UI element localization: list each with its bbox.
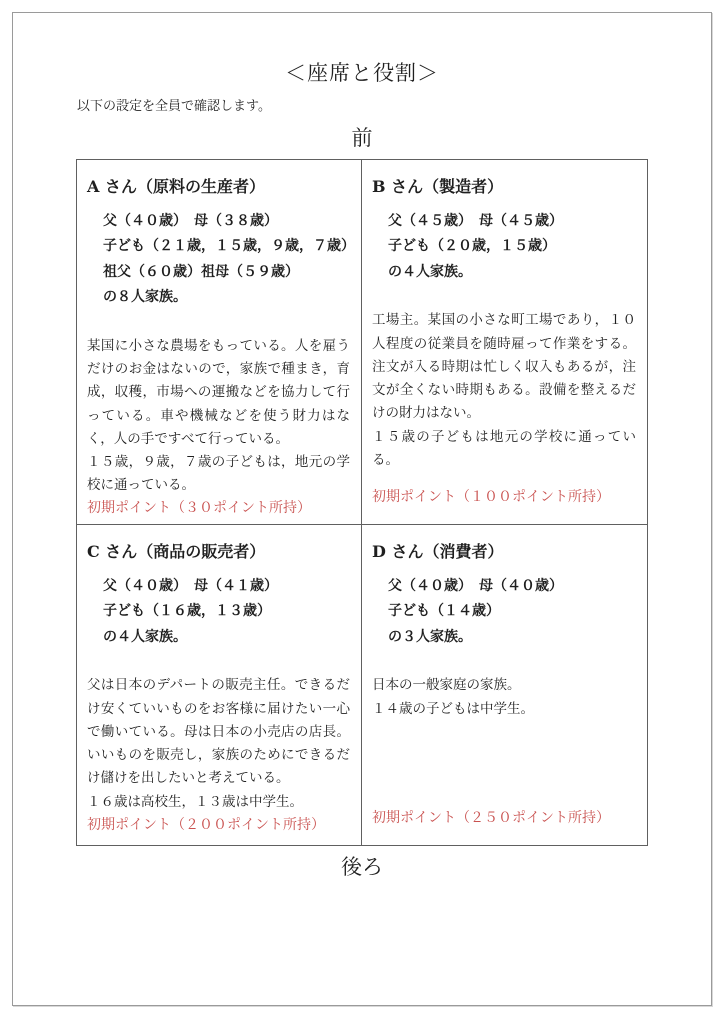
role-c-description xyxy=(87,674,350,813)
description-paragraph: １５歳，９歳，７歳の子どもは，地元の学校に通っている。 xyxy=(87,453,350,494)
role-b-initial-points: 初期ポイント（１００ポイント所持） xyxy=(372,489,610,505)
description-paragraph: １５歳の子どもは地元の学校に通っている。 xyxy=(372,428,636,468)
role-d-header: D さん（消費者） xyxy=(372,542,504,561)
description-paragraph: 父は日本のデパートの販売主任。できるだけ安くていいものをお客様に届けたい一心で働いている。母は日本の小売店の店長。いいものを販売し，家族のためにできるだけ儲けを出したいと考えている。 xyxy=(87,677,350,787)
page-title: ＜座席と役割＞ xyxy=(285,61,439,85)
role-d-description xyxy=(372,674,636,720)
family-line: の３人家族。 xyxy=(388,628,472,645)
family-line: の８人家族。 xyxy=(103,289,187,306)
role-a-family xyxy=(103,209,355,311)
family-line: 子ども（１６歳，１３歳） xyxy=(103,603,271,620)
role-card-b xyxy=(362,160,647,525)
family-line: 父（４０歳） 母（４０歳） xyxy=(388,578,563,594)
role-c-family xyxy=(103,574,350,650)
description-paragraph: 日本の一般家庭の家族。 xyxy=(372,677,521,694)
role-a-description xyxy=(87,335,350,498)
role-d-initial-points: 初期ポイント（２５０ポイント所持） xyxy=(372,810,610,826)
role-b-family xyxy=(388,209,636,285)
role-c-initial-points: 初期ポイント（２００ポイント所持） xyxy=(87,816,325,833)
role-c-header: C さん（商品の販売者） xyxy=(87,542,266,561)
family-line: 子ども（２１歳，１５歳，９歳，７歳） xyxy=(103,238,355,255)
role-d-family xyxy=(388,574,636,650)
description-paragraph: 某国に小さな農場をもっている。人を雇うだけのお金はないので，家族で種まき，育成，収穫，市場への運搬などを協力して行っている。車や機械などを使う財力はなく，人の手ですべて行っている。 xyxy=(87,337,350,447)
family-line: の４人家族。 xyxy=(103,628,187,645)
family-line: 父（４０歳） 母（４１歳） xyxy=(103,578,278,594)
description-paragraph: １４歳の子どもは中学生。 xyxy=(372,700,534,717)
description-paragraph: 工場主。某国の小さな町工場であり，１０人程度の従業員を随時雇って作業をする。注文が入る時期は忙しく収入もあるが，注文が全くない時期もある。設備を整えるだけの財力はない。 xyxy=(372,312,636,422)
role-a-header: A さん（原料の生産者） xyxy=(87,177,265,196)
family-line: の４人家族。 xyxy=(388,263,472,280)
back-label: 後ろ xyxy=(341,855,383,879)
role-b-header: B さん（製造者） xyxy=(372,177,504,196)
family-line: 子ども（１４歳） xyxy=(388,603,500,620)
role-a-initial-points: 初期ポイント（３０ポイント所持） xyxy=(87,500,311,517)
family-line: 父（４０歳） 母（３８歳） xyxy=(103,213,278,229)
role-card-d xyxy=(362,525,647,845)
role-card-a xyxy=(77,160,362,525)
description-paragraph: １６歳は高校生，１３歳は中学生。 xyxy=(87,793,303,810)
family-line: 子ども（２０歳，１５歳） xyxy=(388,238,556,255)
intro-text: 以下の設定を全員で確認します。 xyxy=(77,99,271,114)
role-b-description xyxy=(372,309,636,472)
roles-table xyxy=(76,159,648,846)
front-label: 前 xyxy=(351,126,373,150)
role-card-c xyxy=(77,525,362,845)
family-line: 父（４５歳） 母（４５歳） xyxy=(388,213,563,229)
document-page xyxy=(12,12,712,1006)
family-line: 祖父（６０歳）祖母（５９歳） xyxy=(103,263,299,280)
